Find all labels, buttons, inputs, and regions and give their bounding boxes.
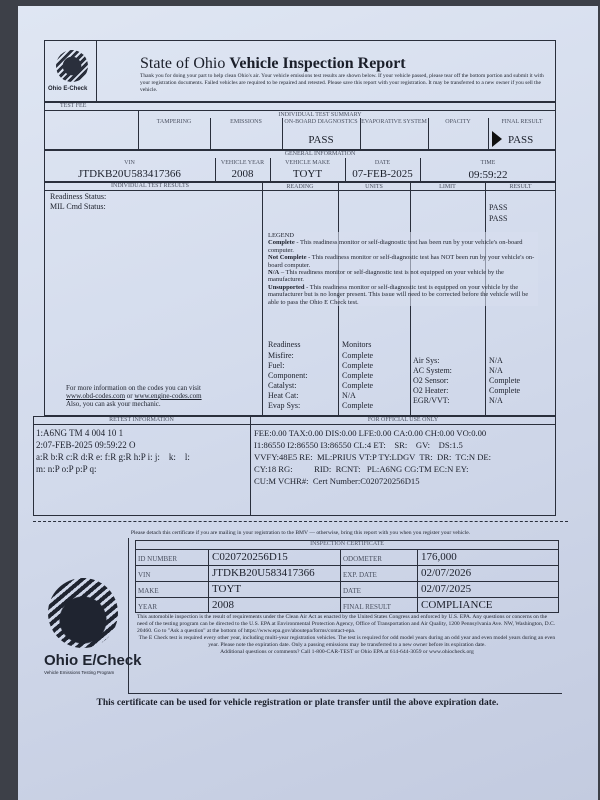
certificate-label: DATE — [343, 587, 361, 595]
official-line: VVFY:48E5 RE: ML:PRIUS VT:P TY:LDGV TR: DR: TC:N DE: — [254, 452, 492, 462]
general-title: GENERAL INFORMATION — [284, 151, 356, 157]
col-result: RESULT — [509, 184, 532, 190]
engine-codes-link[interactable]: www.engine-codes.com — [134, 392, 202, 400]
col-opacity: OPACITY — [445, 119, 471, 125]
retest-title: RETEST INFORMATION — [109, 417, 174, 423]
evap-sys-value: Complete — [342, 401, 374, 410]
codes-info-text: For more information on the codes you can visit — [66, 384, 201, 392]
certificate-value: 176,000 — [421, 551, 457, 563]
certificate-value: TOYT — [212, 583, 242, 595]
egr-vvt-value: N/A — [489, 396, 503, 405]
monitors-right — [413, 356, 452, 406]
certificate-value: 02/07/2025 — [421, 583, 472, 595]
certificate-value: COMPLIANCE — [421, 599, 493, 611]
detach-text: Please detach this certificate if you are mailing in your registration to the BMV — otherwise, bring this report with you when you register your vehicle. — [130, 530, 471, 536]
results-title: INDIVIDUAL TEST RESULTS — [110, 183, 189, 189]
retest-line: a:R b:R c:R d:R e: f:R g:R h:P i: j: k: l: — [36, 452, 190, 462]
official-line: CU:M VCHR#: Cert Number:C020720256D15 — [254, 476, 420, 486]
year-value: 2008 — [231, 168, 254, 180]
retest-line: m: n:P o:P p:P q: — [36, 464, 97, 474]
date-value: 07-FEB-2025 — [352, 168, 413, 180]
monitors-left — [268, 351, 308, 411]
component-label: Component: — [268, 371, 308, 380]
monitors-header: Monitors — [342, 340, 372, 349]
final-result-value: PASS — [508, 134, 534, 146]
contact-notice: Additional questions or comments? Call 1-800-CAR-TEST or Ohio EPA at 614-644-3059 or www.ohiocheck.org — [220, 649, 474, 655]
col-evap: EVAPORATIVE SYSTEM — [361, 119, 427, 125]
vin-value: JTDKB20U583417366 — [78, 168, 181, 180]
certificate-label: VIN — [138, 571, 151, 579]
ac-system-label: AC System: — [413, 366, 452, 375]
heat-cat-value: N/A — [342, 391, 356, 400]
certificate-label: FINAL RESULT — [343, 603, 391, 611]
certificate-value: 02/07/2026 — [421, 567, 472, 579]
official-title: FOR OFFICIAL USE ONLY — [367, 417, 439, 423]
fuel-label: Fuel: — [268, 361, 285, 370]
legend-title: LEGEND — [268, 232, 294, 239]
echeck-frequency-notice: The E Check test is required every other year, including multi-year registration vehicles. The test is required for odd model years during an odd year and even model years during an even year. Please note the expiration date. Only a passing emissions may be transferred to a new owner before its expiration date. — [138, 635, 556, 648]
readiness-header: Readiness — [268, 340, 301, 349]
col-emissions: EMISSIONS — [230, 119, 262, 125]
intro-text: Thank you for doing your part to help clean Ohio's air. Your vehicle emissions test results are shown below. If your vehicle passed, please tear off the bottom portion and submit it with your registration documents. Failed vehicles are required to be repaired and retested. Please save this report with your registration. It may be transferred to a new owner if you sell the vehicle. — [140, 73, 544, 93]
obd-value: PASS — [308, 134, 334, 146]
o2-heater-value: Complete — [489, 386, 521, 395]
official-line: CY:18 RG: RID: RCNT: PL:A6NG CG:TM EC:N EY: — [254, 464, 469, 474]
certificate-title: INSPECTION CERTIFICATE — [310, 541, 384, 547]
official-line: I1:86550 I2:86550 I3:86550 CL:4 ET: SR: GV: DS:1.5 — [254, 440, 463, 450]
col-limit: LIMIT — [439, 184, 456, 190]
echeck-logo-icon — [56, 50, 88, 82]
date-label: DATE — [374, 160, 391, 166]
retest-line: 1:A6NG TM 4 004 10 1 — [36, 428, 124, 438]
logo-main-text: Ohio E/Check — [44, 652, 142, 669]
arrow-icon — [492, 131, 502, 147]
misfire-value: Complete — [342, 351, 374, 360]
retest-line: 2:07-FEB-2025 09:59:22 O — [36, 440, 136, 450]
mil-status-result: PASS — [489, 214, 508, 223]
clean-air-notice: This automobile inspection is the result of requirements under the Clean Air Act as enacted by the United States Congress and enforced by U.S. EPA. Any questions or concerns on the need of the testing program can be directed to the U.S. EPA at Environmental Protection Agency, Office of Transportation and Air Quality, 1200 Pennsylvania Ave. NW, Washington, D.C. 20460. Go to "Ask a question" at the bottom of https://www.epa.gov/aboutepa/forms/contact-epa. — [137, 614, 556, 634]
vin-label: VIN — [124, 160, 135, 166]
certificate-label: YEAR — [138, 603, 158, 611]
readiness-status-label: Readiness Status: — [50, 192, 107, 201]
col-reading: READING — [286, 184, 314, 190]
catalyst-label: Catalyst: — [268, 381, 297, 390]
certificate-value: JTDKB20U583417366 — [212, 567, 315, 579]
certificate-label: ODOMETER — [343, 555, 382, 563]
misfire-label: Misfire: — [268, 351, 294, 360]
heat-cat-label: Heat Cat: — [268, 391, 299, 400]
legend-na: N/A – This readiness monitor or self-diagnostic test is not equipped on your vehicle by the manufacturer. — [268, 269, 504, 284]
col-obd: ON-BOARD DIAGNOSTICS — [284, 119, 358, 125]
o2-heater-label: O2 Heater: — [413, 386, 449, 395]
page-title: State of Ohio Vehicle Inspection Report — [140, 55, 406, 72]
egr-vvt-label: EGR/VVT: — [413, 396, 450, 405]
evap-sys-label: Evap Sys: — [268, 401, 301, 410]
make-value: TOYT — [292, 168, 323, 180]
fuel-value: Complete — [342, 361, 374, 370]
final-result-label: FINAL RESULT — [501, 119, 543, 125]
footer-note: This certificate can be used for vehicle registration or plate transfer until the above expiration date. — [96, 698, 499, 708]
or-text: or — [125, 392, 135, 400]
certificate-label: MAKE — [138, 587, 159, 595]
codes-info — [66, 384, 202, 408]
o2-sensor-value: Complete — [489, 376, 521, 385]
legend — [268, 232, 538, 306]
monitors-left-values — [342, 351, 373, 411]
mil-status-label: MIL Cmd Status: — [50, 202, 106, 211]
time-label: TIME — [480, 160, 496, 166]
time-value: 09:59:22 — [468, 169, 508, 181]
official-line: FEE:0.00 TAX:0.00 DIS:0.00 LFE:0.00 CA:0.00 CH:0.00 VO:0.00 — [254, 428, 487, 438]
echeck-logo-icon — [48, 578, 118, 648]
col-tampering: TAMPERING — [156, 119, 192, 125]
catalyst-value: Complete — [342, 381, 374, 390]
readiness-status-result: PASS — [489, 203, 508, 212]
col-units: UNITS — [365, 184, 383, 190]
mechanic-text: Also, you can ask your mechanic. — [66, 400, 161, 408]
logo-text: Ohio E-Check — [48, 86, 88, 92]
logo-sub-text: Vehicle Emissions Testing Program — [44, 670, 115, 675]
certificate-notice — [137, 614, 557, 656]
test-fee-label: TEST FEE — [60, 103, 87, 109]
component-value: Complete — [342, 371, 374, 380]
legend-unsupported: Unsupported - This readiness monitor or self-diagnostic test is equipped on your vehicle by the manufacturer but is no longer present. This issue will need to be corrected before the vehicle will be able to pass the Ohio E Check test. — [268, 283, 529, 306]
monitors-right-values — [489, 356, 520, 406]
official-info — [254, 427, 556, 487]
detach-line — [33, 521, 568, 522]
certificate-value: 2008 — [212, 599, 234, 611]
summary-title: INDIVIDUAL TEST SUMMARY — [278, 112, 362, 118]
certificate-label: ID NUMBER — [138, 555, 178, 563]
legend-complete: Complete - This readiness monitor or self-diagnostic test has been run by your vehicle's on-board computer. — [268, 239, 523, 254]
make-label: VEHICLE MAKE — [285, 160, 330, 166]
certificate-value: C020720256D15 — [212, 551, 288, 563]
obd-codes-link[interactable]: www.obd-codes.com — [66, 392, 126, 400]
ac-system-value: N/A — [489, 366, 503, 375]
certificate-label: EXP. DATE — [343, 571, 377, 579]
o2-sensor-label: O2 Sensor: — [413, 376, 449, 385]
retest-info — [36, 427, 248, 475]
year-label: VEHICLE YEAR — [220, 160, 265, 166]
legend-not-complete: Not Complete - This readiness monitor or self-diagnostic test has NOT been run by your vehicle's on-board computer. — [268, 254, 535, 269]
air-sys-label: Air Sys: — [413, 356, 440, 365]
air-sys-value: N/A — [489, 356, 503, 365]
